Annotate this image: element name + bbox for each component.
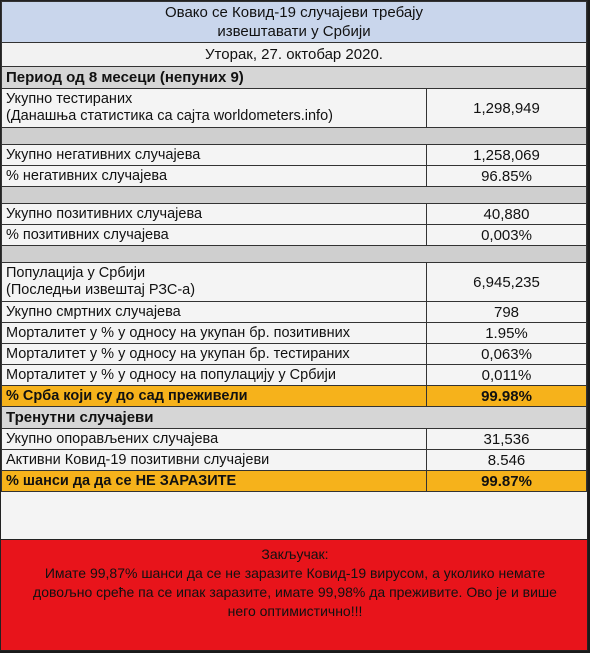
recovered-value: 31,536 bbox=[427, 429, 587, 450]
positive-pct-label: % позитивних случајева bbox=[2, 225, 427, 246]
mortality-positive-row bbox=[2, 323, 587, 344]
conclusion-heading: Закључак: bbox=[261, 546, 329, 562]
positive-pct-row bbox=[2, 225, 587, 246]
spacer-row bbox=[2, 187, 587, 204]
mortality-population-label: Морталитет у % у односу на популацију у Србији bbox=[2, 365, 427, 386]
negative-total-label: Укупно негативних случајева bbox=[2, 145, 427, 166]
chance-value: 99.87% bbox=[427, 471, 587, 492]
active-label: Активни Ковид-19 позитивни случајеви bbox=[2, 450, 427, 471]
spacer-cell bbox=[2, 128, 587, 145]
positive-pct-value: 0,003% bbox=[427, 225, 587, 246]
negative-pct-value: 96.85% bbox=[427, 166, 587, 187]
section-current-row bbox=[2, 407, 587, 429]
section-period-heading: Период од 8 месеци (непуних 9) bbox=[2, 67, 587, 89]
negative-pct-row bbox=[2, 166, 587, 187]
deaths-value: 798 bbox=[427, 302, 587, 323]
positive-total-label: Укупно позитивних случајева bbox=[2, 204, 427, 225]
mortality-tested-value: 0,063% bbox=[427, 344, 587, 365]
stats-table bbox=[1, 1, 587, 492]
mortality-tested-label: Морталитет у % у односу на укупан бр. тестираних bbox=[2, 344, 427, 365]
deaths-label: Укупно смртних случајева bbox=[2, 302, 427, 323]
report-date: Уторак, 27. октобар 2020. bbox=[2, 43, 587, 67]
section-period-row bbox=[2, 67, 587, 89]
population-label-line-1: Популација у Србији bbox=[6, 265, 146, 281]
population-label bbox=[2, 263, 427, 302]
negative-total-value: 1,258,069 bbox=[427, 145, 587, 166]
mortality-positive-label: Морталитет у % у односу на укупан бр. позитивних bbox=[2, 323, 427, 344]
chance-row bbox=[2, 471, 587, 492]
title-line-1: Овако се Ковид-19 случајеви требају bbox=[165, 4, 423, 21]
mortality-tested-row bbox=[2, 344, 587, 365]
conclusion-line-2: довољно среће па се ипак заразите, имате 99,98% да преживите. Ово је и више bbox=[33, 584, 557, 600]
survived-label: % Срба који су до сад преживели bbox=[2, 386, 427, 407]
title-line-2: извештавати у Србији bbox=[217, 23, 371, 40]
tested-label-line-2: (Данашња статистика са сајта worldometers.info) bbox=[6, 108, 333, 124]
tested-label-line-1: Укупно тестираних bbox=[6, 91, 133, 107]
population-row bbox=[2, 263, 587, 302]
conclusion-line-3: него оптимистично!!! bbox=[227, 603, 363, 619]
chance-label: % шанси да да се НЕ ЗАРАЗИТЕ bbox=[2, 471, 427, 492]
active-row bbox=[2, 450, 587, 471]
tested-value: 1,298,949 bbox=[427, 89, 587, 128]
recovered-row bbox=[2, 429, 587, 450]
recovered-label: Укупно опорављених случајева bbox=[2, 429, 427, 450]
spacer-row bbox=[2, 128, 587, 145]
survived-value: 99.98% bbox=[427, 386, 587, 407]
positive-total-row bbox=[2, 204, 587, 225]
negative-total-row bbox=[2, 145, 587, 166]
sheet-title bbox=[2, 2, 587, 43]
population-label-line-2: (Последњи извештај РЗС-а) bbox=[6, 282, 196, 298]
spacer-row bbox=[2, 246, 587, 263]
conclusion-line-1: Имате 99,87% шанси да се не заразите Ковид-19 вирусом, а уколико немате bbox=[44, 565, 546, 581]
survived-row bbox=[2, 386, 587, 407]
active-value: 8.546 bbox=[427, 450, 587, 471]
tested-row bbox=[2, 89, 587, 128]
deaths-row bbox=[2, 302, 587, 323]
mortality-population-row bbox=[2, 365, 587, 386]
population-value: 6,945,235 bbox=[427, 263, 587, 302]
spacer-cell bbox=[2, 246, 587, 263]
title-row bbox=[2, 2, 587, 43]
negative-pct-label: % негативних случајева bbox=[2, 166, 427, 187]
mortality-positive-value: 1.95% bbox=[427, 323, 587, 344]
section-current-heading: Тренутни случајеви bbox=[2, 407, 587, 429]
positive-total-value: 40,880 bbox=[427, 204, 587, 225]
spacer-cell bbox=[2, 187, 587, 204]
date-row bbox=[2, 43, 587, 67]
conclusion-box bbox=[1, 539, 588, 651]
mortality-population-value: 0,011% bbox=[427, 365, 587, 386]
tested-label bbox=[2, 89, 427, 128]
